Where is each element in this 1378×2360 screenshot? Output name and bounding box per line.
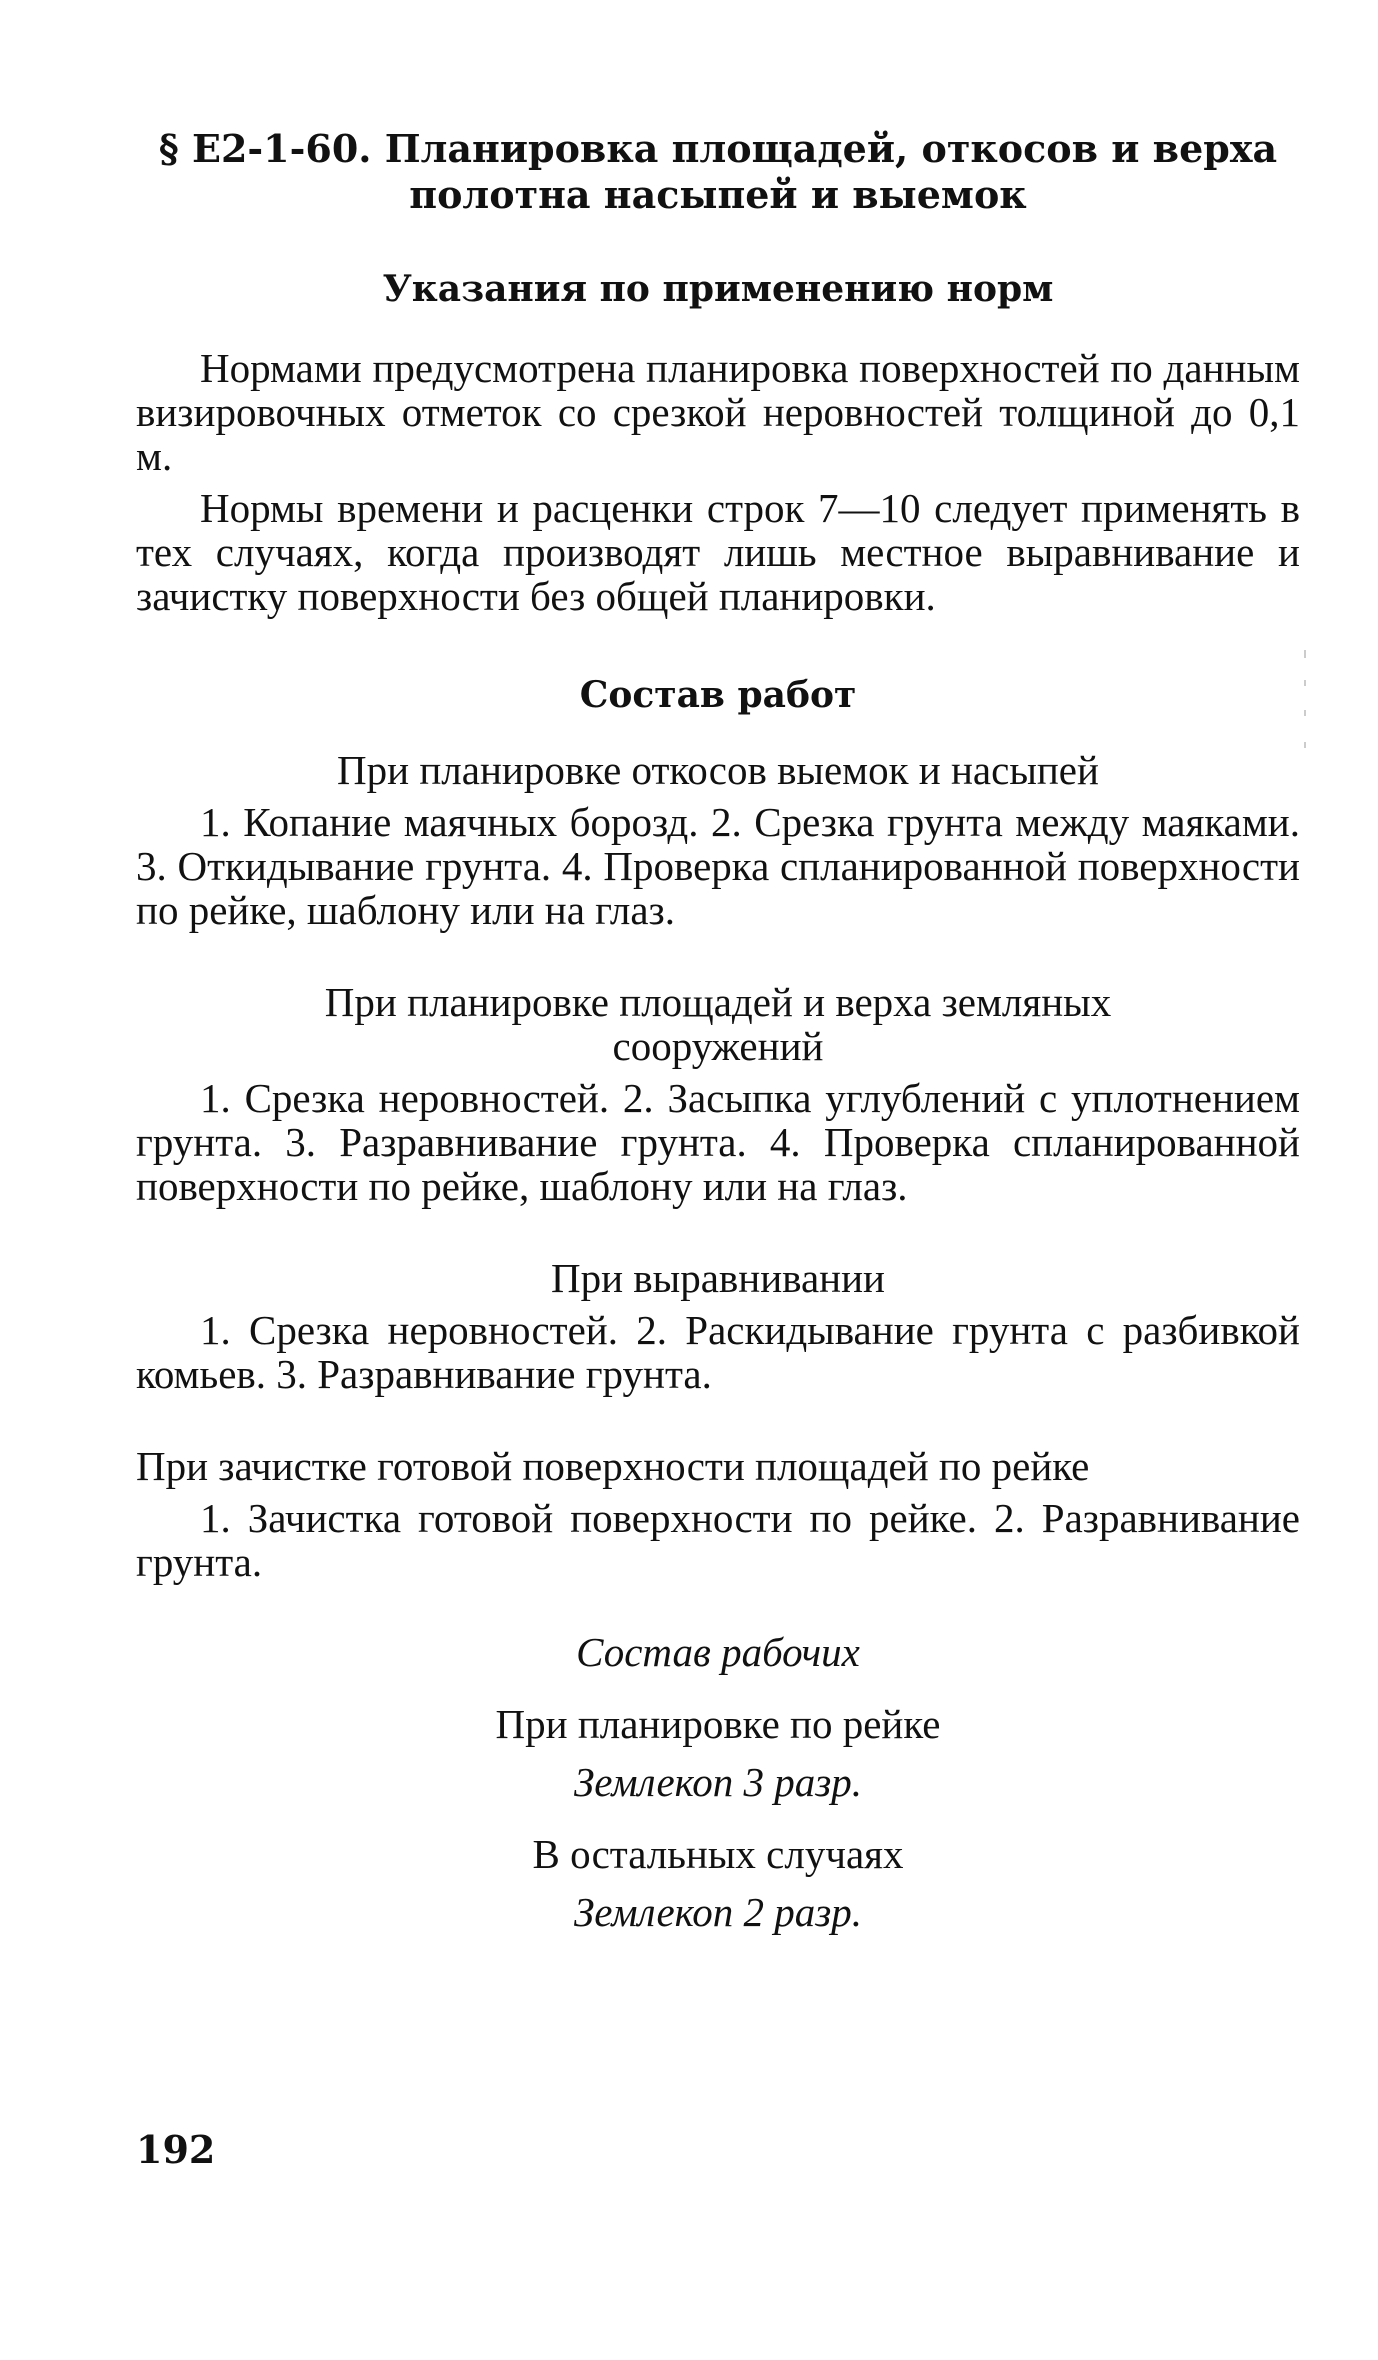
work-group-1-text: 1. Копание маячных борозд. 2. Срезка грунта между маяками. 3. Откидывание грунта. 4. Проверка спланированной поверхности по рейке, шаблону или на глаз. bbox=[136, 799, 1300, 933]
section-title-line-2: полотна насыпей и выемок bbox=[409, 172, 1027, 217]
work-heading: Состав работ bbox=[579, 674, 857, 716]
workers-heading: Состав рабочих bbox=[576, 1629, 860, 1675]
work-group-3-title: При выравнивании bbox=[551, 1255, 885, 1301]
instructions-paragraph-2: Нормы времени и расценки строк 7—10 следует применять в тех случаях, когда производят лишь местное выравнивание и зачистку поверхности без общей планировки. bbox=[136, 485, 1300, 619]
page-number: 192 bbox=[136, 2127, 216, 2172]
scan-margin-marks bbox=[1303, 650, 1307, 770]
page-content bbox=[136, 126, 1300, 1934]
work-group-3-text: 1. Срезка неровностей. 2. Раскидывание грунта с разбивкой комьев. 3. Разравнивание грунта. bbox=[136, 1307, 1300, 1397]
work-group-4-title: При зачистке готовой поверхности площадей по рейке bbox=[136, 1443, 1090, 1489]
workers-case-2-worker: Землекоп 2 разр. bbox=[573, 1889, 863, 1935]
workers-case-1-label: При планировке по рейке bbox=[495, 1701, 941, 1747]
work-group-2-title-line-1: При планировке площадей и верха земляных bbox=[324, 979, 1112, 1025]
section-title-line-1: § Е2-1-60. Планировка площадей, откосов и верха bbox=[158, 126, 1278, 171]
workers-case-2-label: В остальных случаях bbox=[532, 1831, 904, 1877]
workers-case-1-worker: Землекоп 3 разр. bbox=[573, 1759, 863, 1805]
work-group-2-title-line-2: сооружений bbox=[612, 1023, 824, 1069]
instructions-paragraph-1: Нормами предусмотрена планировка поверхностей по данным визировочных отметок со срезкой неровностей толщиной до 0,1 м. bbox=[136, 345, 1300, 479]
work-group-4-text: 1. Зачистка готовой поверхности по рейке. 2. Разравнивание грунта. bbox=[136, 1495, 1300, 1585]
work-group-1-title: При планировке откосов выемок и насыпей bbox=[337, 747, 1099, 793]
work-group-2-text: 1. Срезка неровностей. 2. Засыпка углублений с уплотнением грунта. 3. Разравнивание грунта. 4. Проверка спланированной поверхности по рейке, шаблону или на глаз. bbox=[136, 1075, 1300, 1209]
instructions-heading: Указания по применению норм bbox=[382, 268, 1054, 310]
